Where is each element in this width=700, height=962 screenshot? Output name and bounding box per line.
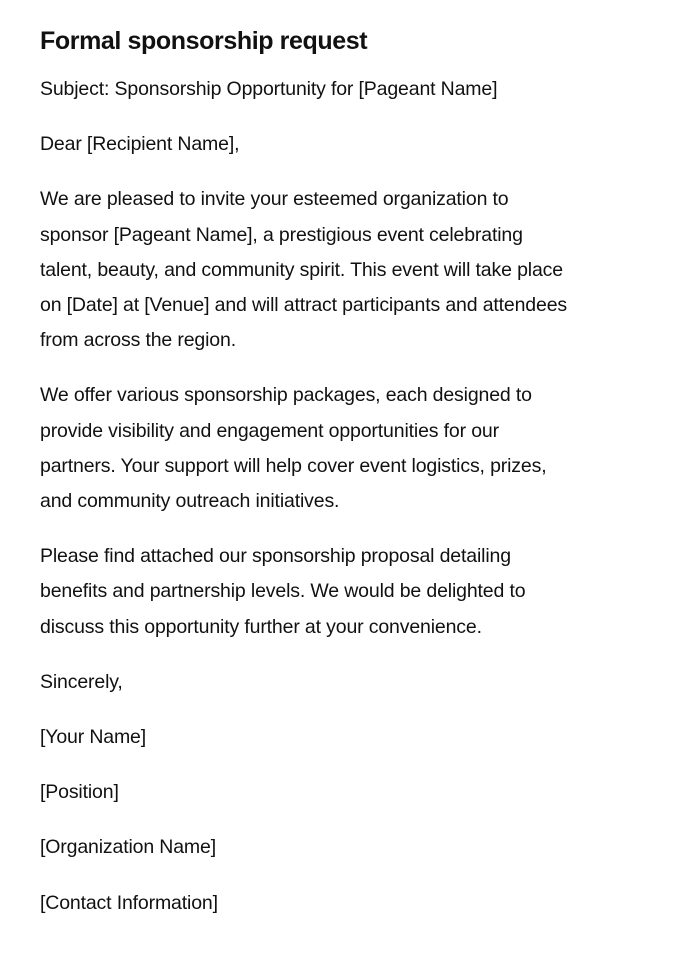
document-title: Formal sponsorship request: [40, 27, 368, 55]
paragraph-line: from across the region.: [40, 329, 236, 352]
signature-contact: [Contact Information]: [40, 891, 218, 914]
body-paragraph-packages: [40, 378, 660, 519]
paragraph-line: provide visibility and engagement opportunities for our: [40, 419, 499, 442]
paragraph-line: talent, beauty, and community spirit. This event will take place: [40, 258, 563, 281]
body-paragraph-attachment: [40, 539, 660, 645]
paragraph-line: sponsor [Pageant Name], a prestigious event celebrating: [40, 223, 523, 246]
paragraph-line: We are pleased to invite your esteemed organization to: [40, 188, 509, 211]
body-paragraph-invitation: [40, 182, 660, 358]
signature-position: [Position]: [40, 781, 119, 804]
paragraph-line: on [Date] at [Venue] and will attract participants and attendees: [40, 294, 567, 317]
signature-organization: [Organization Name]: [40, 836, 216, 859]
subject-line: Subject: Sponsorship Opportunity for [Pageant Name]: [40, 78, 498, 100]
paragraph-line: partners. Your support will help cover event logistics, prizes,: [40, 454, 547, 477]
paragraph-line: Please find attached our sponsorship proposal detailing: [40, 545, 511, 568]
signature-name: [Your Name]: [40, 726, 147, 749]
closing: Sincerely,: [40, 670, 123, 693]
paragraph-line: benefits and partnership levels. We would be delighted to: [40, 580, 526, 603]
paragraph-line: discuss this opportunity further at your convenience.: [40, 615, 482, 638]
paragraph-line: and community outreach initiatives.: [40, 490, 340, 513]
paragraph-line: We offer various sponsorship packages, each designed to: [40, 384, 532, 407]
salutation: Dear [Recipient Name],: [40, 133, 240, 156]
